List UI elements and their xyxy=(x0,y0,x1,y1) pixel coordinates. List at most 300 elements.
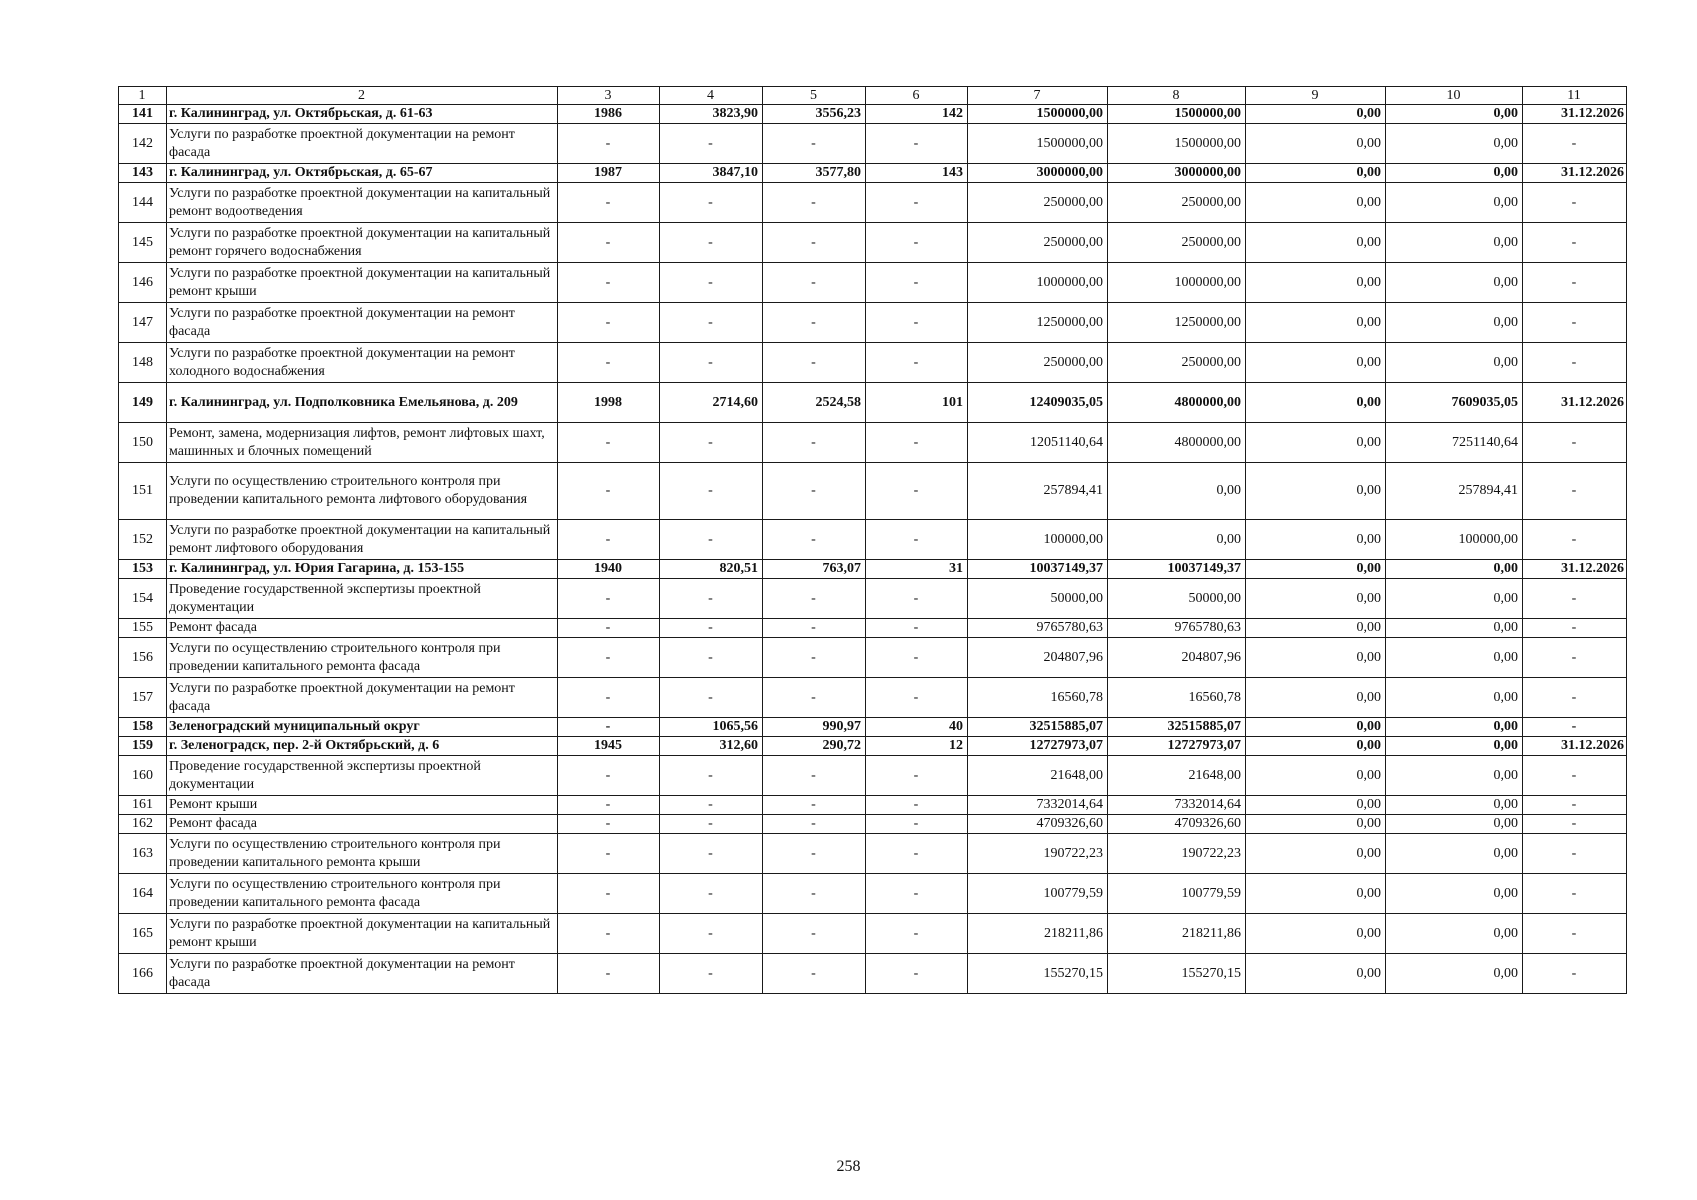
table-row-service xyxy=(119,638,1627,678)
page-number: 258 xyxy=(836,1158,861,1175)
item-name-cell: Услуги по разработке проектной документации на ремонт фасада xyxy=(167,954,558,994)
table-row-address xyxy=(119,560,1627,579)
living-area-cell: - xyxy=(763,579,866,619)
residents-cell: - xyxy=(866,124,968,164)
living-area-cell: - xyxy=(763,796,866,815)
item-name-cell: Услуги по разработке проектной документации на ремонт фасада xyxy=(167,124,558,164)
total-area-cell: - xyxy=(660,796,763,815)
header-cell: 4 xyxy=(660,87,763,105)
total-area-cell: 3847,10 xyxy=(660,164,763,183)
table-row-address xyxy=(119,164,1627,183)
item-name-cell: Услуги по разработке проектной документации на капитальный ремонт водоотведения xyxy=(167,183,558,223)
item-name-cell: Услуги по разработке проектной документации на капитальный ремонт крыши xyxy=(167,914,558,954)
owner-cost-cell: 0,00 xyxy=(1386,619,1523,638)
total-cost-cell: 100000,00 xyxy=(968,520,1108,560)
year-built-cell: - xyxy=(558,619,660,638)
owner-cost-cell: 7251140,64 xyxy=(1386,423,1523,463)
residents-cell: 101 xyxy=(866,383,968,423)
completion-date-cell: - xyxy=(1523,263,1627,303)
completion-date-cell: 31.12.2026 xyxy=(1523,737,1627,756)
living-area-cell: - xyxy=(763,914,866,954)
year-built-cell: - xyxy=(558,638,660,678)
table-row-address xyxy=(119,737,1627,756)
fund-cost-cell: 1500000,00 xyxy=(1108,105,1246,124)
residents-cell: 40 xyxy=(866,718,968,737)
completion-date-cell: - xyxy=(1523,796,1627,815)
year-built-cell: 1986 xyxy=(558,105,660,124)
item-name-cell: Зеленоградский муниципальный округ xyxy=(167,718,558,737)
total-area-cell: 3823,90 xyxy=(660,105,763,124)
living-area-cell: 990,97 xyxy=(763,718,866,737)
row-number-cell: 164 xyxy=(119,874,167,914)
row-number-cell: 158 xyxy=(119,718,167,737)
total-area-cell: 312,60 xyxy=(660,737,763,756)
table-row-service xyxy=(119,183,1627,223)
owner-cost-cell: 0,00 xyxy=(1386,914,1523,954)
completion-date-cell: - xyxy=(1523,223,1627,263)
budget-cost-cell: 0,00 xyxy=(1246,520,1386,560)
owner-cost-cell: 0,00 xyxy=(1386,223,1523,263)
owner-cost-cell: 0,00 xyxy=(1386,183,1523,223)
completion-date-cell: - xyxy=(1523,124,1627,164)
fund-cost-cell: 50000,00 xyxy=(1108,579,1246,619)
item-name-cell: Ремонт крыши xyxy=(167,796,558,815)
completion-date-cell: - xyxy=(1523,303,1627,343)
living-area-cell: - xyxy=(763,678,866,718)
total-area-cell: - xyxy=(660,914,763,954)
living-area-cell: - xyxy=(763,463,866,520)
completion-date-cell: - xyxy=(1523,423,1627,463)
total-cost-cell: 204807,96 xyxy=(968,638,1108,678)
budget-cost-cell: 0,00 xyxy=(1246,579,1386,619)
owner-cost-cell: 0,00 xyxy=(1386,124,1523,164)
item-name-cell: Услуги по осуществлению строительного контроля при проведении капитального ремонта фасада xyxy=(167,874,558,914)
owner-cost-cell: 257894,41 xyxy=(1386,463,1523,520)
total-area-cell: - xyxy=(660,223,763,263)
residents-cell: - xyxy=(866,914,968,954)
total-cost-cell: 155270,15 xyxy=(968,954,1108,994)
residents-cell: - xyxy=(866,263,968,303)
completion-date-cell: - xyxy=(1523,954,1627,994)
item-name-cell: Ремонт фасада xyxy=(167,619,558,638)
living-area-cell: - xyxy=(763,183,866,223)
header-cell: 10 xyxy=(1386,87,1523,105)
budget-cost-cell: 0,00 xyxy=(1246,796,1386,815)
row-number-cell: 162 xyxy=(119,815,167,834)
item-name-cell: Проведение государственной экспертизы проектной документации xyxy=(167,579,558,619)
table-row-service xyxy=(119,343,1627,383)
total-area-cell: - xyxy=(660,343,763,383)
fund-cost-cell: 4709326,60 xyxy=(1108,815,1246,834)
living-area-cell: 3577,80 xyxy=(763,164,866,183)
table-row-service xyxy=(119,303,1627,343)
total-area-cell: - xyxy=(660,756,763,796)
total-cost-cell: 21648,00 xyxy=(968,756,1108,796)
row-number-cell: 159 xyxy=(119,737,167,756)
year-built-cell: 1945 xyxy=(558,737,660,756)
header-cell: 6 xyxy=(866,87,968,105)
fund-cost-cell: 204807,96 xyxy=(1108,638,1246,678)
fund-cost-cell: 1250000,00 xyxy=(1108,303,1246,343)
budget-cost-cell: 0,00 xyxy=(1246,954,1386,994)
completion-date-cell: - xyxy=(1523,874,1627,914)
table-row-service xyxy=(119,423,1627,463)
table-row-service xyxy=(119,678,1627,718)
year-built-cell: - xyxy=(558,796,660,815)
residents-cell: - xyxy=(866,223,968,263)
completion-date-cell: - xyxy=(1523,914,1627,954)
fund-cost-cell: 155270,15 xyxy=(1108,954,1246,994)
total-area-cell: - xyxy=(660,579,763,619)
table-row-service xyxy=(119,756,1627,796)
budget-cost-cell: 0,00 xyxy=(1246,815,1386,834)
living-area-cell: - xyxy=(763,223,866,263)
item-name-cell: г. Калининград, ул. Подполковника Емельянова, д. 209 xyxy=(167,383,558,423)
fund-cost-cell: 100779,59 xyxy=(1108,874,1246,914)
budget-cost-cell: 0,00 xyxy=(1246,223,1386,263)
residents-cell: - xyxy=(866,954,968,994)
residents-cell: 143 xyxy=(866,164,968,183)
total-cost-cell: 32515885,07 xyxy=(968,718,1108,737)
budget-cost-cell: 0,00 xyxy=(1246,303,1386,343)
table-row-service xyxy=(119,223,1627,263)
item-name-cell: г. Калининград, ул. Октябрьская, д. 61-63 xyxy=(167,105,558,124)
living-area-cell: 3556,23 xyxy=(763,105,866,124)
living-area-cell: - xyxy=(763,815,866,834)
budget-cost-cell: 0,00 xyxy=(1246,343,1386,383)
fund-cost-cell: 0,00 xyxy=(1108,520,1246,560)
fund-cost-cell: 16560,78 xyxy=(1108,678,1246,718)
total-cost-cell: 218211,86 xyxy=(968,914,1108,954)
row-number-cell: 148 xyxy=(119,343,167,383)
table-row-service xyxy=(119,463,1627,520)
completion-date-cell: - xyxy=(1523,520,1627,560)
total-area-cell: 1065,56 xyxy=(660,718,763,737)
item-name-cell: Услуги по осуществлению строительного контроля при проведении капитального ремонта лифтового оборудования xyxy=(167,463,558,520)
living-area-cell: - xyxy=(763,756,866,796)
table-row-service xyxy=(119,520,1627,560)
living-area-cell: - xyxy=(763,124,866,164)
item-name-cell: Услуги по осуществлению строительного контроля при проведении капитального ремонта крыши xyxy=(167,834,558,874)
total-area-cell: - xyxy=(660,303,763,343)
year-built-cell: - xyxy=(558,520,660,560)
budget-cost-cell: 0,00 xyxy=(1246,383,1386,423)
total-cost-cell: 257894,41 xyxy=(968,463,1108,520)
living-area-cell: - xyxy=(763,520,866,560)
total-cost-cell: 12051140,64 xyxy=(968,423,1108,463)
owner-cost-cell: 0,00 xyxy=(1386,579,1523,619)
owner-cost-cell: 0,00 xyxy=(1386,303,1523,343)
living-area-cell: 763,07 xyxy=(763,560,866,579)
year-built-cell: - xyxy=(558,954,660,994)
header-cell: 7 xyxy=(968,87,1108,105)
owner-cost-cell: 0,00 xyxy=(1386,796,1523,815)
header-cell: 11 xyxy=(1523,87,1627,105)
completion-date-cell: - xyxy=(1523,638,1627,678)
residents-cell: - xyxy=(866,183,968,223)
owner-cost-cell: 0,00 xyxy=(1386,678,1523,718)
table-row-service xyxy=(119,619,1627,638)
residents-cell: - xyxy=(866,834,968,874)
item-name-cell: Услуги по разработке проектной документации на ремонт холодного водоснабжения xyxy=(167,343,558,383)
item-name-cell: Ремонт фасада xyxy=(167,815,558,834)
fund-cost-cell: 1000000,00 xyxy=(1108,263,1246,303)
completion-date-cell: - xyxy=(1523,756,1627,796)
header-cell: 1 xyxy=(119,87,167,105)
total-cost-cell: 10037149,37 xyxy=(968,560,1108,579)
owner-cost-cell: 0,00 xyxy=(1386,343,1523,383)
residents-cell: - xyxy=(866,796,968,815)
row-number-cell: 161 xyxy=(119,796,167,815)
table-row-service xyxy=(119,834,1627,874)
row-number-cell: 152 xyxy=(119,520,167,560)
budget-cost-cell: 0,00 xyxy=(1246,423,1386,463)
header-cell: 3 xyxy=(558,87,660,105)
completion-date-cell: - xyxy=(1523,183,1627,223)
year-built-cell: - xyxy=(558,914,660,954)
fund-cost-cell: 4800000,00 xyxy=(1108,383,1246,423)
owner-cost-cell: 0,00 xyxy=(1386,874,1523,914)
total-cost-cell: 250000,00 xyxy=(968,223,1108,263)
budget-cost-cell: 0,00 xyxy=(1246,678,1386,718)
table-row-service xyxy=(119,124,1627,164)
item-name-cell: Услуги по разработке проектной документации на капитальный ремонт горячего водоснабжения xyxy=(167,223,558,263)
residents-cell: - xyxy=(866,303,968,343)
row-number-cell: 155 xyxy=(119,619,167,638)
table-row-address xyxy=(119,383,1627,423)
completion-date-cell: - xyxy=(1523,343,1627,383)
item-name-cell: Проведение государственной экспертизы проектной документации xyxy=(167,756,558,796)
total-cost-cell: 1000000,00 xyxy=(968,263,1108,303)
budget-cost-cell: 0,00 xyxy=(1246,638,1386,678)
year-built-cell: - xyxy=(558,223,660,263)
completion-date-cell: - xyxy=(1523,579,1627,619)
residents-cell: - xyxy=(866,874,968,914)
residents-cell: - xyxy=(866,638,968,678)
residents-cell: - xyxy=(866,815,968,834)
budget-cost-cell: 0,00 xyxy=(1246,619,1386,638)
completion-date-cell: - xyxy=(1523,678,1627,718)
completion-date-cell: - xyxy=(1523,463,1627,520)
total-cost-cell: 250000,00 xyxy=(968,343,1108,383)
fund-cost-cell: 32515885,07 xyxy=(1108,718,1246,737)
living-area-cell: - xyxy=(763,263,866,303)
budget-cost-cell: 0,00 xyxy=(1246,737,1386,756)
total-area-cell: - xyxy=(660,619,763,638)
fund-cost-cell: 0,00 xyxy=(1108,463,1246,520)
budget-cost-cell: 0,00 xyxy=(1246,756,1386,796)
total-area-cell: 820,51 xyxy=(660,560,763,579)
completion-date-cell: - xyxy=(1523,619,1627,638)
table-row-service xyxy=(119,263,1627,303)
year-built-cell: 1940 xyxy=(558,560,660,579)
budget-cost-cell: 0,00 xyxy=(1246,834,1386,874)
year-built-cell: - xyxy=(558,718,660,737)
owner-cost-cell: 0,00 xyxy=(1386,718,1523,737)
residents-cell: 12 xyxy=(866,737,968,756)
owner-cost-cell: 0,00 xyxy=(1386,815,1523,834)
year-built-cell: - xyxy=(558,303,660,343)
owner-cost-cell: 0,00 xyxy=(1386,834,1523,874)
fund-cost-cell: 1500000,00 xyxy=(1108,124,1246,164)
completion-date-cell: - xyxy=(1523,718,1627,737)
owner-cost-cell: 0,00 xyxy=(1386,164,1523,183)
fund-cost-cell: 250000,00 xyxy=(1108,223,1246,263)
table-row-service xyxy=(119,579,1627,619)
total-cost-cell: 100779,59 xyxy=(968,874,1108,914)
total-cost-cell: 250000,00 xyxy=(968,183,1108,223)
year-built-cell: - xyxy=(558,579,660,619)
year-built-cell: - xyxy=(558,183,660,223)
item-name-cell: Ремонт, замена, модернизация лифтов, ремонт лифтовых шахт, машинных и блочных помещений xyxy=(167,423,558,463)
fund-cost-cell: 10037149,37 xyxy=(1108,560,1246,579)
item-name-cell: Услуги по разработке проектной документации на ремонт фасада xyxy=(167,303,558,343)
row-number-cell: 156 xyxy=(119,638,167,678)
item-name-cell: г. Зеленоградск, пер. 2-й Октябрьский, д. 6 xyxy=(167,737,558,756)
item-name-cell: Услуги по разработке проектной документации на капитальный ремонт крыши xyxy=(167,263,558,303)
living-area-cell: - xyxy=(763,638,866,678)
completion-date-cell: 31.12.2026 xyxy=(1523,105,1627,124)
living-area-cell: - xyxy=(763,619,866,638)
row-number-cell: 151 xyxy=(119,463,167,520)
row-number-cell: 157 xyxy=(119,678,167,718)
row-number-cell: 163 xyxy=(119,834,167,874)
residents-cell: 31 xyxy=(866,560,968,579)
year-built-cell: - xyxy=(558,756,660,796)
total-area-cell: - xyxy=(660,834,763,874)
total-area-cell: - xyxy=(660,423,763,463)
owner-cost-cell: 0,00 xyxy=(1386,737,1523,756)
year-built-cell: - xyxy=(558,463,660,520)
total-cost-cell: 16560,78 xyxy=(968,678,1108,718)
residents-cell: - xyxy=(866,756,968,796)
total-area-cell: - xyxy=(660,263,763,303)
total-area-cell: - xyxy=(660,638,763,678)
row-number-cell: 154 xyxy=(119,579,167,619)
total-area-cell: - xyxy=(660,678,763,718)
item-name-cell: г. Калининград, ул. Октябрьская, д. 65-67 xyxy=(167,164,558,183)
row-number-cell: 160 xyxy=(119,756,167,796)
owner-cost-cell: 7609035,05 xyxy=(1386,383,1523,423)
budget-cost-cell: 0,00 xyxy=(1246,263,1386,303)
table-row-service xyxy=(119,954,1627,994)
owner-cost-cell: 0,00 xyxy=(1386,560,1523,579)
year-built-cell: - xyxy=(558,874,660,914)
total-area-cell: - xyxy=(660,463,763,520)
fund-cost-cell: 250000,00 xyxy=(1108,343,1246,383)
fund-cost-cell: 7332014,64 xyxy=(1108,796,1246,815)
residents-cell: - xyxy=(866,678,968,718)
table-row-service xyxy=(119,815,1627,834)
table-row-service xyxy=(119,796,1627,815)
fund-cost-cell: 3000000,00 xyxy=(1108,164,1246,183)
row-number-cell: 143 xyxy=(119,164,167,183)
total-cost-cell: 1500000,00 xyxy=(968,124,1108,164)
completion-date-cell: - xyxy=(1523,834,1627,874)
row-number-cell: 150 xyxy=(119,423,167,463)
completion-date-cell: 31.12.2026 xyxy=(1523,383,1627,423)
year-built-cell: 1987 xyxy=(558,164,660,183)
row-number-cell: 142 xyxy=(119,124,167,164)
budget-cost-cell: 0,00 xyxy=(1246,463,1386,520)
fund-cost-cell: 250000,00 xyxy=(1108,183,1246,223)
budget-cost-cell: 0,00 xyxy=(1246,105,1386,124)
row-number-cell: 153 xyxy=(119,560,167,579)
budget-cost-cell: 0,00 xyxy=(1246,183,1386,223)
residents-cell: - xyxy=(866,619,968,638)
residents-cell: 142 xyxy=(866,105,968,124)
living-area-cell: - xyxy=(763,834,866,874)
total-cost-cell: 50000,00 xyxy=(968,579,1108,619)
row-number-cell: 147 xyxy=(119,303,167,343)
total-area-cell: - xyxy=(660,183,763,223)
header-cell: 9 xyxy=(1246,87,1386,105)
owner-cost-cell: 0,00 xyxy=(1386,105,1523,124)
column-number-row xyxy=(119,87,1627,105)
living-area-cell: - xyxy=(763,343,866,383)
year-built-cell: - xyxy=(558,343,660,383)
living-area-cell: - xyxy=(763,874,866,914)
year-built-cell: - xyxy=(558,124,660,164)
budget-cost-cell: 0,00 xyxy=(1246,560,1386,579)
residents-cell: - xyxy=(866,423,968,463)
item-name-cell: г. Калининград, ул. Юрия Гагарина, д. 153-155 xyxy=(167,560,558,579)
table-row-address xyxy=(119,718,1627,737)
fund-cost-cell: 9765780,63 xyxy=(1108,619,1246,638)
item-name-cell: Услуги по разработке проектной документации на капитальный ремонт лифтового оборудования xyxy=(167,520,558,560)
row-number-cell: 149 xyxy=(119,383,167,423)
owner-cost-cell: 0,00 xyxy=(1386,756,1523,796)
owner-cost-cell: 100000,00 xyxy=(1386,520,1523,560)
header-cell: 5 xyxy=(763,87,866,105)
budget-cost-cell: 0,00 xyxy=(1246,124,1386,164)
row-number-cell: 166 xyxy=(119,954,167,994)
row-number-cell: 165 xyxy=(119,914,167,954)
total-cost-cell: 3000000,00 xyxy=(968,164,1108,183)
completion-date-cell: - xyxy=(1523,815,1627,834)
fund-cost-cell: 12727973,07 xyxy=(1108,737,1246,756)
table-row-service xyxy=(119,914,1627,954)
row-number-cell: 146 xyxy=(119,263,167,303)
total-cost-cell: 7332014,64 xyxy=(968,796,1108,815)
total-cost-cell: 1250000,00 xyxy=(968,303,1108,343)
total-cost-cell: 12727973,07 xyxy=(968,737,1108,756)
year-built-cell: - xyxy=(558,678,660,718)
total-area-cell: 2714,60 xyxy=(660,383,763,423)
total-area-cell: - xyxy=(660,815,763,834)
total-area-cell: - xyxy=(660,954,763,994)
budget-cost-cell: 0,00 xyxy=(1246,914,1386,954)
year-built-cell: - xyxy=(558,815,660,834)
total-cost-cell: 9765780,63 xyxy=(968,619,1108,638)
total-cost-cell: 190722,23 xyxy=(968,834,1108,874)
total-area-cell: - xyxy=(660,874,763,914)
table-row-service xyxy=(119,874,1627,914)
header-cell: 8 xyxy=(1108,87,1246,105)
item-name-cell: Услуги по разработке проектной документации на ремонт фасада xyxy=(167,678,558,718)
budget-cost-cell: 0,00 xyxy=(1246,874,1386,914)
item-name-cell: Услуги по осуществлению строительного контроля при проведении капитального ремонта фасада xyxy=(167,638,558,678)
budget-cost-cell: 0,00 xyxy=(1246,164,1386,183)
fund-cost-cell: 4800000,00 xyxy=(1108,423,1246,463)
owner-cost-cell: 0,00 xyxy=(1386,954,1523,994)
living-area-cell: - xyxy=(763,303,866,343)
residents-cell: - xyxy=(866,343,968,383)
year-built-cell: - xyxy=(558,423,660,463)
budget-cost-cell: 0,00 xyxy=(1246,718,1386,737)
living-area-cell: - xyxy=(763,423,866,463)
table-body xyxy=(119,87,1627,994)
